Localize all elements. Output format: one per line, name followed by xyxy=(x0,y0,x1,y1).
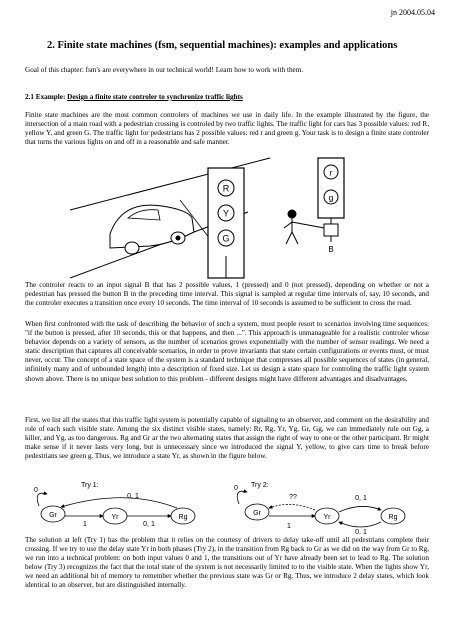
try1-edge-gr-yr: 1 xyxy=(83,521,87,528)
try1-loop-label: 0 xyxy=(34,487,38,494)
chapter-title: 2. Finite state machines (fsm, sequential machines): examples and applications xyxy=(47,40,398,51)
ped-green-lamp-label: g xyxy=(328,192,334,203)
button-label: B xyxy=(328,245,334,254)
try1-edge-rg-gr: 0, 1 xyxy=(127,493,139,500)
try1-diagram xyxy=(34,482,195,528)
button-box-icon xyxy=(324,224,338,236)
goal-text: Goal of this chapter: fsm's are everywhere in our technical world! Learn how to work with them. xyxy=(25,66,304,74)
traffic-light-figure xyxy=(70,152,390,280)
try1-label: Try 1: xyxy=(81,482,99,489)
ped-red-lamp-label: r xyxy=(329,167,333,178)
section-heading: 2.1 Example: Design a finite state controler to synchronize traffic lights xyxy=(25,93,243,101)
svg-text:Yr: Yr xyxy=(111,514,119,521)
svg-text:Gr: Gr xyxy=(49,512,57,519)
car-traffic-light xyxy=(208,168,244,278)
pedestrian-traffic-light xyxy=(318,158,344,254)
red-lamp-label: R xyxy=(222,183,230,194)
try2-diagram xyxy=(234,482,405,534)
try2-edge-yr-rg: 0, 1 xyxy=(355,495,367,502)
yellow-lamp-label: Y xyxy=(222,208,230,219)
paragraph-visible-states: First, we list all the states that this traffic light system is potentially capable of signaling to an observer, and comment on the desirability and role of each such visible state. Among the six distinct visible states, namely: Rr, Rg, Yr, Yg, Gr, Gg, we can immediately rule out Gg, a killer, and Yg, as too dangerous. Rg and Gr ar the two alternating states that assign the right of way to one or the other participant. Rr might make sense if it never lasts very long, but is unnecessary since we introduced the signal Y, yellow, to give cars time to break before pedestrians see green g. Thus, we introduce a state Yr, as shown in the figure below. xyxy=(25,416,429,461)
svg-text:Gr: Gr xyxy=(253,510,261,517)
paragraph-intro: Finite state machines are the most common controlers of machines we use in daily life. In the example illustrated by the figure, the intersection of a main road with a pedestrian crossing is controled by two traffic lights. The traffic light for cars has 3 possible values: red R, yellow Y, and green G. The traffic light for pedestrians has 2 possible values: red r and green g. Your task is to design a finite state controler that turns the various lights on and off in a reasonable and safe manner. xyxy=(25,111,429,147)
paragraph-solutions: The solution at left (Try 1) has the problem that it relies on the courtesy of drivers to delay take-off until all pedestrians complete their crossing. If we try to use the delay state Yr in both phases (Try 2), in the transition from Rg back to Gr as we did on the way from Gr to Rg, we run into a technical problem: on both input values 0 and 1, the transitions out of Yr have already been set to lead to Rg. The solution below (Try 3) recognizes the fact that the total state of the system is not necessarily limited to to the visible state. When the lights show Yr, we need an additional bit of memory to remember whether the previous state was Gr or Rg. Thus, we introduce 2 delay states, which look identical to an observer, but are distinguished internally. xyxy=(25,536,429,590)
try2-edge-rg-yr: 0, 1 xyxy=(355,529,367,534)
try2-edge-unknown: ?? xyxy=(289,494,297,501)
svg-text:Yr: Yr xyxy=(323,514,331,521)
try1-edge-yr-rg: 0, 1 xyxy=(143,521,155,528)
car-icon xyxy=(110,205,194,254)
page-date: jn 2004.05.04 xyxy=(390,8,435,17)
paragraph-state-space: When first confronted with the task of describing the behavior of such a system, most people resort to scenarios involving time sequences: "if the button is pressed, after 10 seconds, this or that happens, and then ...". This approach is unmanageable for a realistic controler whose behavior depends on a variety of sensors, as the number of scenarios grows exponentially with the number of sensor readings. We need a static description that captures all conceivable scenarios, in order to prove invariants that state certain configurations or events must, or must never, occur. The concept of a state space of the system is a standard technique that compresses all possible sequences of states (in general, infinitely many and of unbounded length) into a description of fixed size. Let us design a state space for controling the traffic light system shown above. There is no unique best solution to this problem - different designs might have different advantages and disadvantages. xyxy=(25,320,429,383)
try2-edge-gr-yr: 1 xyxy=(287,523,291,530)
section-title: Design a finite state controler to synchronize traffic lights xyxy=(67,93,243,101)
svg-text:Rg: Rg xyxy=(388,514,398,521)
green-lamp-label: G xyxy=(222,233,230,244)
svg-text:Rg: Rg xyxy=(178,514,188,521)
state-diagrams-figure xyxy=(25,478,429,534)
paragraph-controler: The controler reacts to an input signal B that has 2 possible values, 1 (pressed) and 0 (not pressed), depending on whether or not a pedestrian has pressed the button B in the preceding time interval. This signal is sampled at regular time intervals of, say, 10 seconds, and the controler executes a transition once every 10 seconds. The time interval of 10 seconds is assumed to be sufficient to cross the road. xyxy=(25,281,429,308)
try2-loop-label: 0 xyxy=(234,485,238,492)
try2-label: Try 2: xyxy=(251,482,269,489)
section-number: 2.1 Example xyxy=(25,93,63,101)
